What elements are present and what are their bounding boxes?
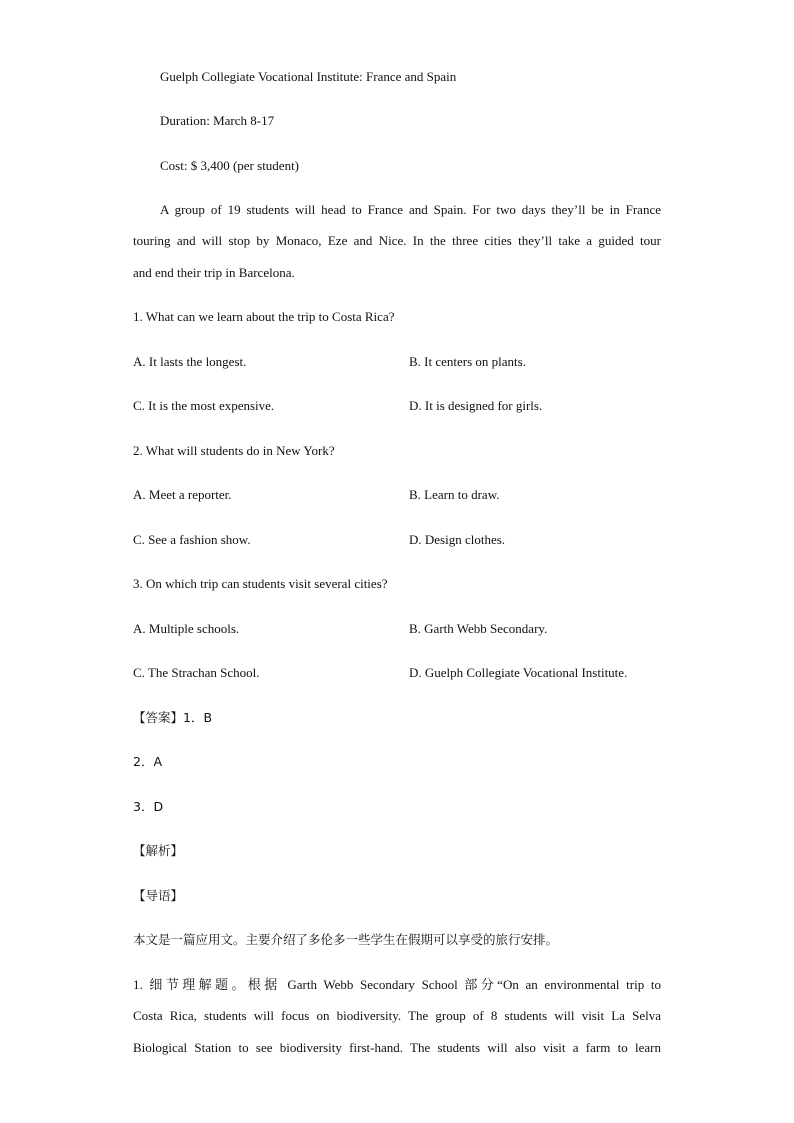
question-2-option-a: A. Meet a reporter. <box>133 487 232 502</box>
question-2-option-b: B. Learn to draw. <box>409 487 500 502</box>
trip-duration: Duration: March 8-17 <box>160 113 275 128</box>
summary-text: 本文是一篇应用文。主要介绍了多伦多一些学生在假期可以享受的旅行安排。 <box>133 932 559 947</box>
trip-title: Guelph Collegiate Vocational Institute: France and Spain <box>160 69 457 84</box>
question-3-option-a: A. Multiple schools. <box>133 621 240 636</box>
question-1-option-c: C. It is the most expensive. <box>133 398 275 413</box>
answer-label: 【答案】1．B <box>133 710 213 725</box>
trip-paragraph-line-3: and end their trip in Barcelona. <box>133 265 295 280</box>
analysis-label: 【解析】 <box>133 843 184 858</box>
question-3-option-c: C. The Strachan School. <box>133 665 260 680</box>
question-1-option-b: B. It centers on plants. <box>409 354 526 369</box>
question-3-option-d: D. Guelph Collegiate Vocational Institute. <box>409 665 628 680</box>
question-2-option-d: D. Design clothes. <box>409 532 506 547</box>
question-1-option-a: A. It lasts the longest. <box>133 354 247 369</box>
answer-3: 3．D <box>133 799 164 814</box>
explanation-line-2: Costa Rica, students will focus on biodiversity. The group of 8 students will visit La Selva <box>133 1008 661 1023</box>
trip-paragraph-line-1: A group of 19 students will head to France and Spain. For two days they’ll be in France <box>160 202 661 217</box>
trip-cost: Cost: $ 3,400 (per student) <box>160 158 300 173</box>
question-1-stem: 1. What can we learn about the trip to Costa Rica? <box>133 309 395 324</box>
explanation-line-1: 1. 细节理解题。根据 Garth Webb Secondary School 部分“On an environmental trip to <box>133 977 661 992</box>
guide-label: 【导语】 <box>133 888 184 903</box>
answer-2: 2．A <box>133 754 163 769</box>
question-3-stem: 3. On which trip can students visit several cities? <box>133 576 388 591</box>
explanation-line-3: Biological Station to see biodiversity first-hand. The students will also visit a farm to learn <box>133 1040 661 1055</box>
trip-paragraph-line-2: touring and will stop by Monaco, Eze and Nice. In the three cities they’ll take a guided tour <box>133 233 661 248</box>
question-1-option-d: D. It is designed for girls. <box>409 398 543 413</box>
question-2-stem: 2. What will students do in New York? <box>133 443 335 458</box>
question-2-option-c: C. See a fashion show. <box>133 532 251 547</box>
question-3-option-b: B. Garth Webb Secondary. <box>409 621 548 636</box>
